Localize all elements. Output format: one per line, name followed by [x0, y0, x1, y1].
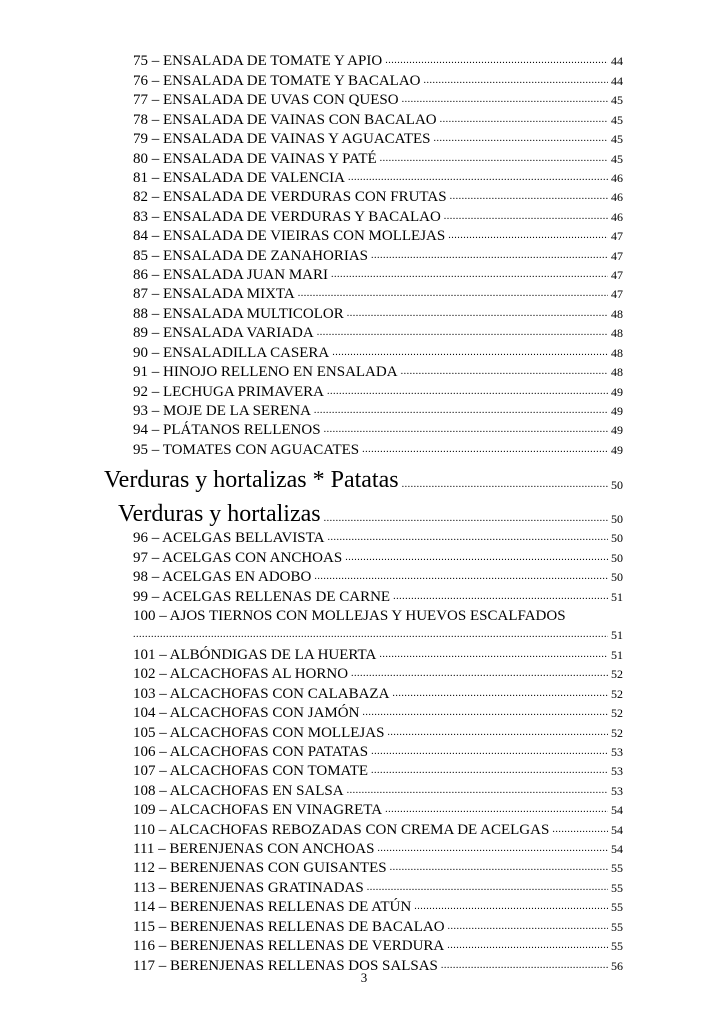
- toc-entry-title: 94 – PLÁTANOS RELLENOS: [133, 422, 321, 439]
- dot-leader: [450, 191, 608, 203]
- toc-entry-page: 52: [611, 725, 623, 740]
- toc-entry-page: 45: [611, 151, 623, 166]
- toc-entry[interactable]: [0, 130, 728, 149]
- dot-leader: [385, 804, 608, 816]
- dot-leader: [402, 94, 608, 106]
- dot-leader: [434, 133, 608, 145]
- toc-entry-page: 51: [611, 589, 623, 604]
- toc-entry-page: 49: [611, 404, 623, 419]
- dot-leader: [327, 386, 608, 398]
- toc-entry-page: 45: [611, 112, 623, 127]
- toc-entry-title: 88 – ENSALADA MULTICOLOR: [133, 305, 344, 322]
- toc-entry-page: 47: [611, 287, 623, 302]
- toc-entry-title: 107 – ALCACHOFAS CON TOMATE: [133, 763, 369, 780]
- toc-entry-title: 93 – MOJE DE LA SERENA: [133, 403, 311, 420]
- toc-entry-wrapped-leader[interactable]: [0, 626, 728, 645]
- toc-entry-title: 114 – BERENJENAS RELLENAS DE ATÚN: [133, 899, 412, 916]
- toc-entry[interactable]: [0, 343, 728, 362]
- toc-entry-page: 52: [611, 706, 623, 721]
- toc-entry-page: 55: [611, 900, 623, 915]
- toc-entry-page: 46: [611, 170, 623, 185]
- toc-entry[interactable]: [0, 363, 728, 382]
- toc-entry[interactable]: [0, 568, 728, 587]
- toc-entry[interactable]: [0, 285, 728, 304]
- toc-entry-title: 100 – AJOS TIERNOS CON MOLLEJAS Y HUEVOS ESCALFADOS: [133, 607, 566, 624]
- toc-entry-title: 77 – ENSALADA DE UVAS CON QUESO: [133, 92, 399, 109]
- toc-entry[interactable]: [0, 402, 728, 421]
- toc-entry[interactable]: [0, 723, 728, 742]
- dot-leader: [390, 862, 608, 874]
- toc-entry[interactable]: [0, 917, 728, 936]
- dot-leader: [379, 649, 608, 661]
- toc-entry[interactable]: [0, 548, 728, 567]
- toc-entry-title: 97 – ACELGAS CON ANCHOAS: [133, 549, 343, 566]
- toc-entry[interactable]: [0, 91, 728, 110]
- dot-leader: [332, 347, 608, 359]
- toc-entry[interactable]: [0, 304, 728, 323]
- toc-entry[interactable]: [0, 937, 728, 956]
- dot-leader: [448, 230, 608, 242]
- toc-entry-title: 83 – ENSALADA DE VERDURAS Y BACALAO: [133, 208, 441, 225]
- toc-entry[interactable]: [0, 762, 728, 781]
- toc-subheading-verduras[interactable]: [0, 495, 728, 529]
- dot-leader: [401, 366, 608, 378]
- toc-entry-page: 48: [611, 345, 623, 360]
- toc-entry-page: 50: [611, 550, 623, 565]
- dot-leader: [414, 901, 608, 913]
- toc-entry-title: 111 – BERENJENAS CON ANCHOAS: [133, 841, 375, 858]
- toc-entry-page: 56: [611, 958, 623, 973]
- page-number: 3: [360, 970, 368, 985]
- toc-entry-page: 48: [611, 365, 623, 380]
- dot-leader: [444, 211, 608, 223]
- toc-entry[interactable]: [0, 859, 728, 878]
- toc-entry-page: 50: [611, 570, 623, 585]
- toc-entry-page: 48: [611, 326, 623, 341]
- toc-entry[interactable]: [0, 898, 728, 917]
- dot-leader: [317, 327, 608, 339]
- dot-leader: [552, 824, 608, 836]
- toc-entry[interactable]: [0, 781, 728, 800]
- dot-leader: [133, 629, 608, 641]
- toc-entry[interactable]: [0, 207, 728, 226]
- toc-entry-title: 117 – BERENJENAS RELLENAS DOS SALSAS: [133, 957, 438, 974]
- dot-leader: [447, 940, 608, 952]
- toc-entry[interactable]: [0, 266, 728, 285]
- dot-leader: [347, 308, 608, 320]
- toc-section-alcachofas-berenjenas: [0, 645, 728, 975]
- toc-entry-page: 49: [611, 423, 623, 438]
- toc-entry-wrapped-title[interactable]: [0, 607, 728, 626]
- toc-entry-title: 85 – ENSALADA DE ZANAHORIAS: [133, 247, 368, 264]
- dot-leader: [448, 921, 608, 933]
- dot-leader: [402, 479, 608, 491]
- dot-leader: [377, 843, 608, 855]
- toc-entry-title: 75 – ENSALADA DE TOMATE Y APIO: [133, 53, 383, 70]
- toc-entry[interactable]: [0, 665, 728, 684]
- toc-entry-page: 55: [611, 919, 623, 934]
- toc-entry-page: 48: [611, 306, 623, 321]
- dot-leader: [387, 727, 608, 739]
- toc-entry-page: 52: [611, 686, 623, 701]
- toc-entry[interactable]: [0, 529, 728, 548]
- toc-entry-title: 79 – ENSALADA DE VAINAS Y AGUACATES: [133, 131, 431, 148]
- toc-entry-page: 55: [611, 861, 623, 876]
- toc-entry[interactable]: [0, 421, 728, 440]
- toc-entry-title: 95 – TOMATES CON AGUACATES: [133, 441, 360, 458]
- toc-subheading-page: 50: [611, 511, 623, 526]
- toc-entry-page: 46: [611, 190, 623, 205]
- toc-entry[interactable]: [0, 684, 728, 703]
- dot-leader: [298, 288, 608, 300]
- dot-leader: [345, 552, 608, 564]
- toc-entry-title: 105 – ALCACHOFAS CON MOLLEJAS: [133, 724, 385, 741]
- dot-leader: [348, 172, 608, 184]
- dot-leader: [440, 114, 608, 126]
- toc-entry-page: 47: [611, 229, 623, 244]
- dot-leader: [371, 250, 608, 262]
- dot-leader: [380, 153, 608, 165]
- toc-entry-title: 81 – ENSALADA DE VALENCIA: [133, 169, 345, 186]
- dot-leader: [347, 785, 608, 797]
- toc-entry[interactable]: [0, 324, 728, 343]
- toc-section-salads: [0, 52, 728, 460]
- toc-entry-title: 78 – ENSALADA DE VAINAS CON BACALAO: [133, 111, 437, 128]
- dot-leader: [385, 55, 608, 67]
- toc-section-acelgas: [0, 529, 728, 607]
- toc-entry[interactable]: [0, 188, 728, 207]
- toc-entry-title: 110 – ALCACHOFAS REBOZADAS CON CREMA DE ACELGAS: [133, 821, 550, 838]
- toc-entry[interactable]: [0, 169, 728, 188]
- toc-entry[interactable]: [0, 110, 728, 129]
- toc-entry-page: 47: [611, 248, 623, 263]
- toc-entry-title: 103 – ALCACHOFAS CON CALABAZA: [133, 685, 390, 702]
- toc-entry-title: 108 – ALCACHOFAS EN SALSA: [133, 782, 344, 799]
- toc-entry[interactable]: [0, 820, 728, 839]
- toc-entry-title: 90 – ENSALADILLA CASERA: [133, 344, 330, 361]
- toc-entry[interactable]: [0, 382, 728, 401]
- toc-heading-verduras-patatas[interactable]: [0, 460, 728, 495]
- toc-entry-title: 96 – ACELGAS BELLAVISTA: [133, 530, 325, 547]
- toc-entry[interactable]: [0, 71, 728, 90]
- toc-entry-page: 47: [611, 268, 623, 283]
- toc-entry-title: 91 – HINOJO RELLENO EN ENSALADA: [133, 364, 398, 381]
- toc-entry-page: 45: [611, 132, 623, 147]
- toc-entry-title: 82 – ENSALADA DE VERDURAS CON FRUTAS: [133, 189, 447, 206]
- dot-leader: [362, 707, 608, 719]
- dot-leader: [351, 668, 608, 680]
- toc-entry[interactable]: [0, 587, 728, 606]
- toc-entry-page: 45: [611, 93, 623, 108]
- toc-entry[interactable]: [0, 840, 728, 859]
- dot-leader: [367, 882, 608, 894]
- dot-leader: [324, 513, 608, 525]
- dot-leader: [371, 765, 608, 777]
- dot-leader: [392, 688, 608, 700]
- toc-entry[interactable]: [0, 743, 728, 762]
- toc-heading-title: Verduras y hortalizas * Patatas: [104, 466, 399, 493]
- toc-entry-page: 52: [611, 667, 623, 682]
- toc-entry[interactable]: [0, 645, 728, 664]
- toc-entry-page: 44: [611, 54, 623, 69]
- toc-entry-title: 115 – BERENJENAS RELLENAS DE BACALAO: [133, 918, 445, 935]
- table-of-contents: [0, 52, 728, 976]
- toc-entry[interactable]: [0, 246, 728, 265]
- toc-entry[interactable]: [0, 149, 728, 168]
- toc-entry-title: 92 – LECHUGA PRIMAVERA: [133, 383, 324, 400]
- toc-entry-page: 54: [611, 803, 623, 818]
- dot-leader: [371, 746, 608, 758]
- dot-leader: [314, 405, 608, 417]
- dot-leader: [314, 571, 608, 583]
- toc-entry-page: 55: [611, 939, 623, 954]
- toc-entry[interactable]: [0, 704, 728, 723]
- toc-entry-page: 51: [611, 647, 623, 662]
- toc-entry-title: 76 – ENSALADA DE TOMATE Y BACALAO: [133, 72, 421, 89]
- toc-subheading-title: Verduras y hortalizas: [118, 500, 321, 527]
- toc-entry-page: 50: [611, 531, 623, 546]
- dot-leader: [327, 532, 608, 544]
- toc-entry-page: 51: [611, 628, 623, 643]
- toc-entry-page: 44: [611, 73, 623, 88]
- toc-entry-title: 87 – ENSALADA MIXTA: [133, 286, 295, 303]
- toc-entry-title: 84 – ENSALADA DE VIEIRAS CON MOLLEJAS: [133, 228, 446, 245]
- toc-entry-page: 53: [611, 744, 623, 759]
- toc-entry-title: 99 – ACELGAS RELLENAS DE CARNE: [133, 588, 391, 605]
- toc-entry-page: 49: [611, 384, 623, 399]
- toc-entry-title: 89 – ENSALADA VARIADA: [133, 325, 314, 342]
- toc-entry-title: 113 – BERENJENAS GRATINADAS: [133, 879, 364, 896]
- toc-entry-page: 54: [611, 842, 623, 857]
- toc-entry[interactable]: [0, 801, 728, 820]
- toc-heading-page: 50: [611, 477, 623, 492]
- toc-entry-title: 116 – BERENJENAS RELLENAS DE VERDURA: [133, 938, 445, 955]
- toc-entry[interactable]: [0, 440, 728, 459]
- toc-entry-page: 55: [611, 880, 623, 895]
- dot-leader: [393, 591, 608, 603]
- toc-entry-title: 101 – ALBÓNDIGAS DE LA HUERTA: [133, 646, 377, 663]
- toc-entry-title: 112 – BERENJENAS CON GUISANTES: [133, 860, 387, 877]
- toc-entry-page: 53: [611, 783, 623, 798]
- dot-leader: [424, 75, 608, 87]
- toc-entry-page: 53: [611, 764, 623, 779]
- toc-entry[interactable]: [0, 52, 728, 71]
- toc-entry-title: 104 – ALCACHOFAS CON JAMÓN: [133, 705, 360, 722]
- toc-entry-page: 54: [611, 822, 623, 837]
- toc-entry-title: 102 – ALCACHOFAS AL HORNO: [133, 666, 349, 683]
- toc-entry-page: 46: [611, 209, 623, 224]
- toc-entry-title: 86 – ENSALADA JUAN MARI: [133, 267, 329, 284]
- toc-entry-title: 80 – ENSALADA DE VAINAS Y PATÉ: [133, 150, 377, 167]
- toc-entry[interactable]: [0, 227, 728, 246]
- toc-entry-page: 49: [611, 442, 623, 457]
- dot-leader: [324, 424, 608, 436]
- toc-entry-title: 106 – ALCACHOFAS CON PATATAS: [133, 743, 369, 760]
- dot-leader: [331, 269, 608, 281]
- toc-entry[interactable]: [0, 878, 728, 897]
- toc-entry-title: 98 – ACELGAS EN ADOBO: [133, 569, 312, 586]
- toc-entry-title: 109 – ALCACHOFAS EN VINAGRETA: [133, 802, 383, 819]
- dot-leader: [362, 444, 608, 456]
